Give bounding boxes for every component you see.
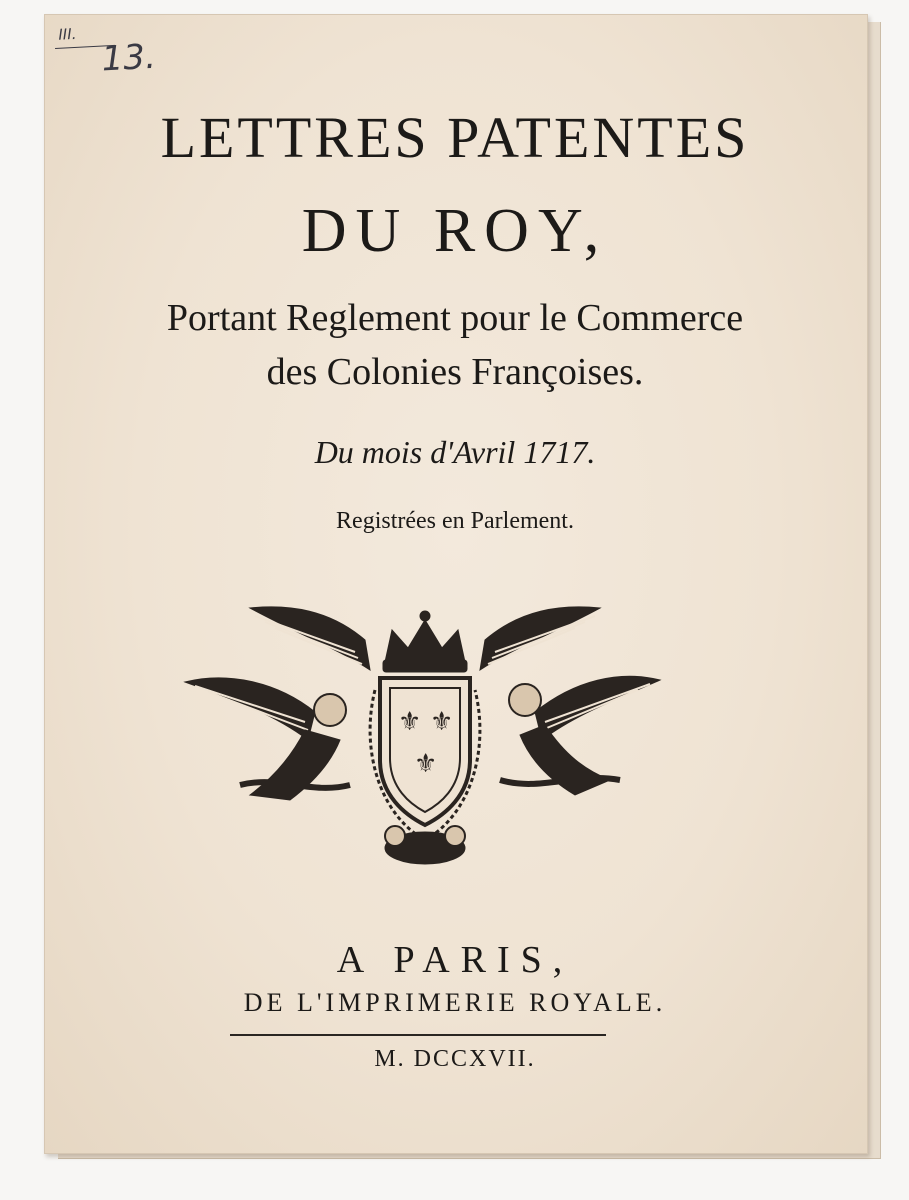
imprint-rule	[230, 1034, 606, 1036]
registration-line: Registrées en Parlement.	[336, 508, 574, 534]
description-line-2: des Colonies Françoises.	[266, 351, 644, 393]
right-wing-icon	[480, 607, 660, 740]
royal-arms-emblem	[180, 600, 670, 880]
imprint-year: M. DCCXVII.	[374, 1046, 536, 1072]
imprint-printer: DE L'IMPRIMERIE ROYALE.	[243, 988, 667, 1017]
right-cherub-icon	[509, 684, 541, 716]
description-line-1: Portant Reglement pour le Commerce	[166, 297, 744, 339]
crown-icon	[383, 611, 467, 672]
svg-text:⚜: ⚜	[398, 707, 422, 737]
handwritten-number: 13.	[100, 36, 157, 80]
svg-text:⚜: ⚜	[414, 749, 438, 779]
page-subtitle: DU ROY,	[301, 197, 609, 265]
left-cherub-icon	[314, 694, 346, 726]
imprint-place: A PARIS,	[336, 939, 574, 981]
date-line: Du mois d'Avril 1717.	[314, 434, 596, 470]
svg-text:⚜: ⚜	[430, 707, 454, 737]
page-title: LETTRES PATENTES	[160, 105, 750, 170]
title-page	[44, 14, 868, 1154]
handwritten-mark: III.	[57, 24, 77, 44]
